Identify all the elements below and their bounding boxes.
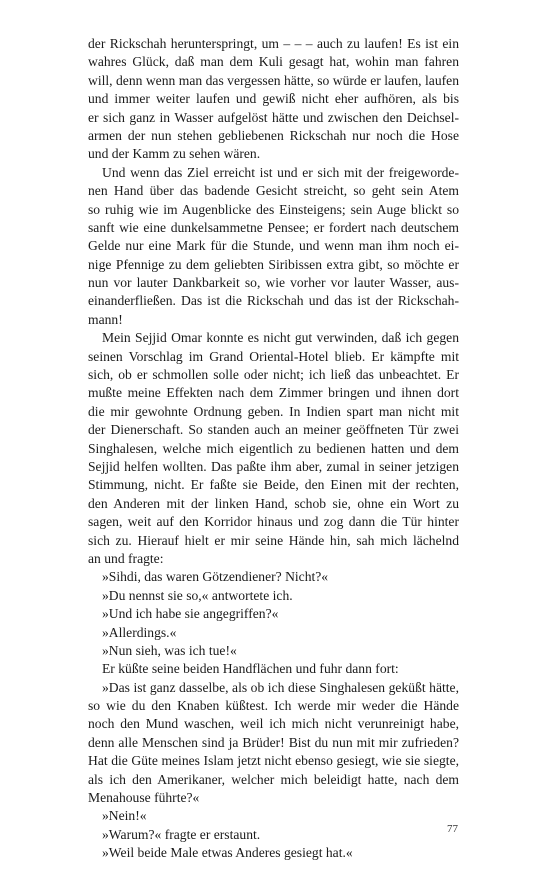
text-line: als ich den Amerikaner, welcher mich beleidigt hatte, nach dem [88,771,459,787]
text-line: Menahouse führte?« [88,790,200,806]
text-line: Hat die Güte meines Islam jetzt nicht ebenso gesiegt, wie sie siegte, [88,753,459,769]
text-line: denn alle Menschen sind ja Brüder! Bist du nun mit mir zufrieden? [88,734,459,750]
text-line: wahres Glück, daß man dem Kuli gesagt hat, wohin man fahren [88,54,459,70]
text-line: sanft wie eine dunkelsammetne Pensee; er fordert nach deutschem [88,219,459,235]
text-line: so ruhig wie im Augenblicke des Einsteigens; sein Auge blickt so [88,201,459,217]
text-line: er sich ganz in Wasser aufgelöst hätte und zwischen den Deichsel- [88,109,459,125]
text-line: an und fragte: [88,550,164,566]
text-line: noch den Mund waschen, weil ich mich nicht verunreinigt habe, [88,716,459,732]
text-line: Singhalesen, welche mich eigentlich zu bedienen hatten und dem [88,440,459,456]
text-line: der Rickschah herunterspringt, um – – – auch zu laufen! Es ist ein [88,36,459,51]
text-line: »Warum?« fragte er erstaunt. [102,826,261,842]
text-line: »Nun sieh, was ich tue!« [102,642,237,658]
text-line: sich, ob er schmollen solle oder nicht; ich ließ das unbeachtet. Er [88,367,459,383]
text-line: »Allerdings.« [102,624,177,640]
text-line: »Das ist ganz dasselbe, als ob ich diese Singhalesen geküßt hätte, [102,679,459,695]
text-line: »Nein!« [102,808,147,824]
text-line: »Du nennst sie so,« antwortete ich. [102,587,293,603]
text-line: »Sihdi, das waren Götzendiener? Nicht?« [102,569,329,585]
text-line: der Dienerschaft. So standen auch an meiner geöffneten Tür zwei [88,422,459,438]
text-line: den Anderen mit der linken Hand, schob sie, ohne ein Wort zu [88,495,459,511]
text-line: »Und ich habe sie angegriffen?« [102,606,279,622]
text-line: Er küßte seine beiden Handflächen und fuhr dann fort: [102,661,399,677]
text-line: so wie du den Knaben küßtest. Ich werde mir weder die Hände [88,698,459,714]
text-line: seinen Vorschlag im Grand Oriental-Hotel blieb. Er kämpfte mit [88,348,459,364]
text-line: einanderfließen. Das ist die Rickschah und das ist der Rickschah- [88,293,459,309]
text-line: sagen, weit auf den Korridor hinaus und zog dann die Tür hinter [88,514,459,530]
text-line: mann! [88,311,123,327]
text-line: Stimmung, nicht. Er faßte sie Beide, den Einen mit der rechten, [88,477,459,493]
body-text [88,35,459,863]
text-line: Gelde nur eine Mark für die Stunde, und wenn man ihm noch ei- [88,238,459,254]
text-line: mußte meine Effekten nach dem Zimmer bringen und ihnen dort [88,385,459,401]
text-line: Sejjid helfen wollten. Das paßte ihm aber, zumal in seiner jetzigen [88,458,459,474]
text-line: Mein Sejjid Omar konnte es nicht gut verwinden, daß ich gegen [102,330,459,346]
text-line: armen der nun stehen gebliebenen Rickschah nur noch die Hose [88,127,459,143]
text-line: nun vor lauter Dankbarkeit so, wie vorher vor lauter Wasser, aus- [88,275,459,291]
text-line: Und wenn das Ziel erreicht ist und er sich mit der freigeworde- [102,164,459,180]
text-line: sich zu. Hierauf hielt er mir seine Hände hin, sah mich lächelnd [88,532,459,548]
text-line: die mir gewohnte Ordnung geben. In Indien spart man nicht mit [88,403,459,419]
text-line: und der Kamm zu sehen wären. [88,146,261,162]
text-line: »Weil beide Male etwas Anderes gesiegt hat.« [102,845,353,861]
text-line: will, denn wenn man das vergessen hätte, so würde er laufen, laufen [88,72,459,88]
page-number: 77 [447,823,458,835]
text-line: und immer weiter laufen und gewiß nicht eher aufhören, als bis [88,91,459,107]
text-line: nen Hand über das badende Gesicht streicht, so geht sein Atem [88,183,459,199]
text-line: nige Pfennige zu dem geliebten Siribissen extra gibt, so möchte er [88,256,459,272]
